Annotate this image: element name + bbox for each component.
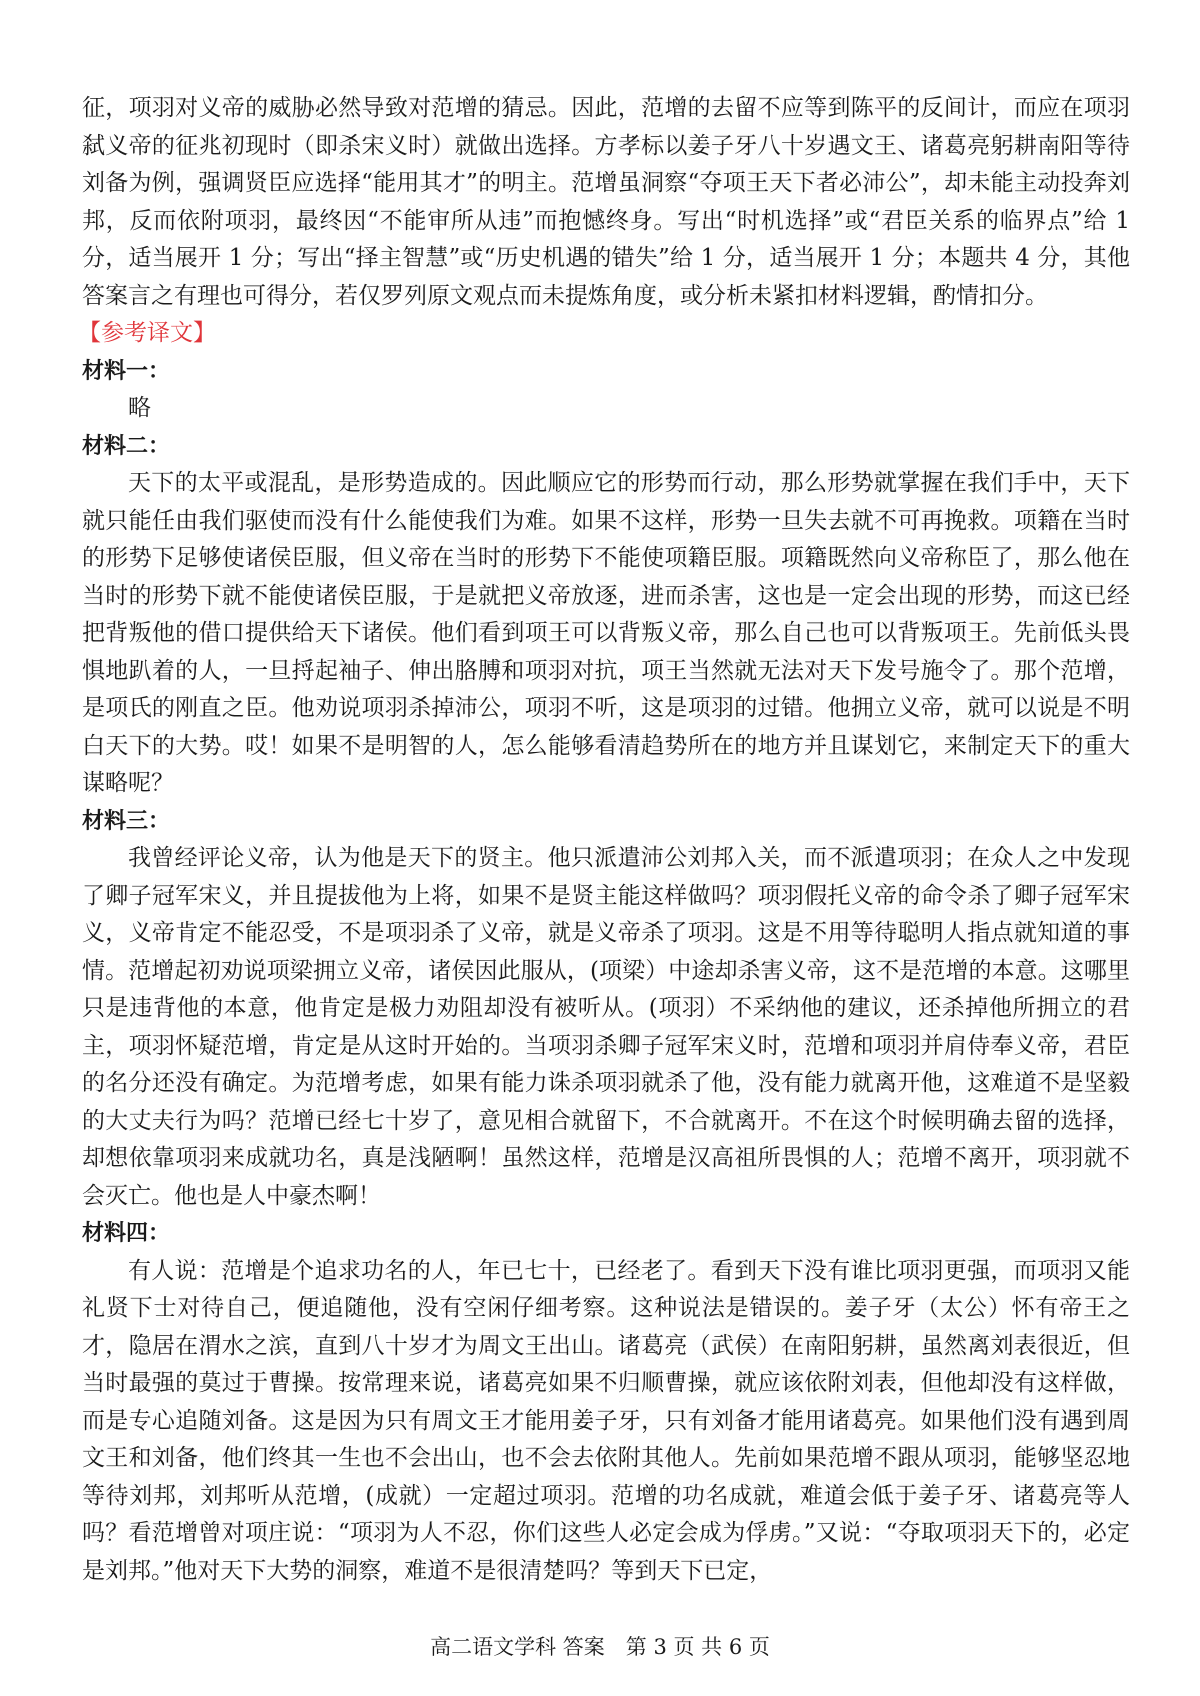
answer-explanation-paragraph: 征，项羽对义帝的威胁必然导致对范增的猜忌。因此，范增的去留不应等到陈平的反间计，而应在项羽弑义帝的征兆初现时（即杀宋义时）就做出选择。方孝标以姜子牙八十岁遇文王、诸葛亮躬耕南阳等待刘备为例，强调贤臣应选择“能用其才”的明主。范增虽洞察“夺项王天下者必沛公”，却未能主动投奔刘邦，反而依附项羽，最终因“不能审所从违”而抱憾终身。写出“时机选择”或“君臣关系的临界点”给 1 分，适当展开 1 分；写出“择主智慧”或“历史机遇的错失”给 1 分，适当展开 1 分；本题共 4 分，其他答案言之有理也可得分，若仅罗列原文观点而未提炼角度，或分析未紧扣材料逻辑，酌情扣分。: [82, 95, 1130, 309]
material-4-text: 有人说：范增是个追求功名的人，年已七十，已经老了。看到天下没有谁比项羽更强，而项羽又能礼贤下士对待自己，便追随他，没有空闲仔细考察。这种说法是错误的。姜子牙（太公）怀有帝王之才，隐居在渭水之滨，直到八十岁才为周文王出山。诸葛亮（武侯）在南阳躬耕，虽然离刘表很近，但当时最强的莫过于曹操。按常理来说，诸葛亮如果不归顺曹操，就应该依附刘表，但他却没有这样做，而是专心追随刘备。这是因为只有周文王才能用姜子牙，只有刘备才能用诸葛亮。如果他们没有遇到周文王和刘备，他们终其一生也不会出山，也不会去依附其他人。先前如果范增不跟从项羽，能够坚忍地等待刘邦，刘邦听从范增，(成就）一定超过项羽。范增的功名成就，难道会低于姜子牙、诸葛亮等人吗？看范增曾对项庄说：“项羽为人不忍，你们这些人必定会成为俘虏。”又说：“夺取项羽天下的，必定是刘邦。”他对天下大势的洞察，难道不是很清楚吗？等到天下已定，: [82, 1257, 1130, 1584]
material-1-text: 略: [128, 395, 151, 421]
material-2-text: 天下的太平或混乱，是形势造成的。因此顺应它的形势而行动，那么形势就掌握在我们手中，天下就只能任由我们驱使而没有什么能使我们为难。如果不这样，形势一旦失去就不可再挽救。项籍在当时的形势下足够使诸侯臣服，但义帝在当时的形势下不能使项籍臣服。项籍既然向义帝称臣了，那么他在当时的形势下就不能使诸侯臣服，于是就把义帝放逐，进而杀害，这也是一定会出现的形势，而这已经把背叛他的借口提供给天下诸侯。他们看到项王可以背叛义帝，那么自己也可以背叛项王。先前低头畏惧地趴着的人，一旦捋起袖子、伸出胳膊和项羽对抗，项王当然就无法对天下发号施令了。那个范增，是项氏的刚直之臣。他劝说项羽杀掉沛公，项羽不听，这是项羽的过错。他拥立义帝，就可以说是不明白天下的大势。哎！如果不是明智的人，怎么能够看清趋势所在的地方并且谋划它，来制定天下的重大谋略呢？: [82, 470, 1130, 796]
material-1-heading: 材料一：: [82, 358, 171, 384]
material-4-heading: 材料四：: [82, 1221, 171, 1246]
reference-translation-tag: 【参考译文】: [78, 320, 216, 346]
page-content: [78, 90, 1130, 1590]
material-3-heading: 材料三：: [82, 808, 171, 834]
material-3-text: 我曾经评论义帝，认为他是天下的贤主。他只派遣沛公刘邦入关，而不派遣项羽；在众人之中发现了卿子冠军宋义，并且提拔他为上将，如果不是贤主能这样做吗？项羽假托义帝的命令杀了卿子冠军宋义，义帝肯定不能忍受，不是项羽杀了义帝，就是义帝杀了项羽。这是不用等待聪明人指点就知道的事情。范增起初劝说项梁拥立义帝，诸侯因此服从，(项梁）中途却杀害义帝，这不是范增的本意。这哪里只是违背他的本意，他肯定是极力劝阻却没有被听从。(项羽）不采纳他的建议，还杀掉他所拥立的君主，项羽怀疑范增，肯定是从这时开始的。当项羽杀卿子冠军宋义时，范增和项羽并肩侍奉义帝，君臣的名分还没有确定。为范增考虑，如果有能力诛杀项羽就杀了他，没有能力就离开他，这难道不是坚毅的大丈夫行为吗？范增已经七十岁了，意见相合就留下，不合就离开。不在这个时候明确去留的选择，却想依靠项羽来成就功名，真是浅陋啊！虽然这样，范增是汉高祖所畏惧的人；范增不离开，项羽就不会灭亡。他也是人中豪杰啊！: [82, 845, 1130, 1209]
page-footer: 高二语文学科 答案 第 3 页 共 6 页: [430, 1635, 770, 1659]
material-2-heading: 材料二：: [82, 433, 171, 459]
